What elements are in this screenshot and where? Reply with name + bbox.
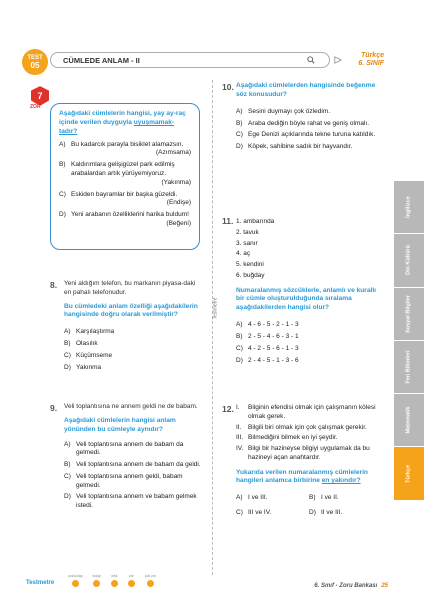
- column-divider: [212, 80, 213, 575]
- option-text: Veli toplantısına annem ve babam gelmek istedi.: [76, 493, 197, 510]
- option-text: Olasılık: [76, 340, 98, 348]
- option-label: C): [236, 131, 243, 139]
- smiley-icon: [72, 580, 79, 587]
- option-text: Karşılaştırma: [76, 328, 115, 336]
- option-label: B): [59, 161, 66, 169]
- question-12-stem-text: Yukarıda verilen numaralanmış cümlelerin hangileri anlamca birbirine: [236, 468, 368, 485]
- option-label: D): [309, 509, 316, 517]
- word-item: 5. kendini: [236, 261, 264, 269]
- statement-label: III.: [236, 434, 244, 442]
- option-c[interactable]: [64, 352, 202, 361]
- question-7-stem-text: Aşağıdaki cümlelerin hangisi, yay ay-raç içinde verilen duyguyla: [59, 110, 186, 126]
- option-a[interactable]: [59, 141, 191, 159]
- difficulty-rating: [68, 574, 156, 587]
- question-8: [50, 280, 202, 375]
- question-number: 10.: [222, 82, 234, 92]
- tab-fen-bilimleri[interactable]: [394, 340, 424, 393]
- statement-item: [236, 424, 382, 433]
- book-title: 6. Sınıf - Zoru Bankası: [314, 583, 378, 589]
- option-emotion: (Beğeni): [166, 219, 191, 227]
- option-c[interactable]: [64, 473, 202, 491]
- option-label: B): [236, 119, 243, 127]
- question-8-stem: Bu cümledeki anlam özelliği aşağıdakilerin hangisinde doğru olarak verilmiştir?: [64, 302, 198, 319]
- question-number: 11.: [222, 216, 234, 226]
- tab-label: Fen Bilimleri: [405, 350, 412, 384]
- vertical-brand-label: Testmetre: [212, 297, 219, 320]
- statement-label: IV.: [236, 445, 244, 453]
- option-label: A): [59, 140, 66, 148]
- question-11-stem: Numaralanmış sözcüklerle, anlamlı ve kurallı bir cümle oluşturulduğunda sıralama aşağıdakilerden hangisi olur?: [236, 286, 376, 312]
- option-text: Yakınma: [76, 363, 102, 371]
- option-label: C): [236, 344, 243, 352]
- option-label: C): [59, 190, 66, 198]
- option-text: Eskiden bayramlar bir başka güzeldi.: [71, 190, 178, 198]
- question-11: [222, 216, 382, 368]
- option-a[interactable]: [64, 441, 202, 459]
- sad-face-icon: [128, 580, 135, 587]
- tab-label: Din Kültürü: [405, 245, 412, 276]
- option-text: I ve II.: [321, 494, 339, 502]
- option-d[interactable]: [59, 211, 191, 229]
- statement-item: [236, 445, 382, 463]
- tab-label: Sosyal Bilgiler: [405, 294, 412, 333]
- statement-text: Bilmediğini bilmek en iyi şeydir.: [248, 434, 338, 442]
- option-c[interactable]: [236, 131, 382, 140]
- rating-medium[interactable]: [111, 574, 118, 587]
- rating-very-easy[interactable]: [68, 574, 83, 587]
- option-text: Küçümseme: [76, 351, 113, 359]
- option-b[interactable]: [236, 333, 382, 342]
- question-10-options: [236, 108, 382, 152]
- question-7: [50, 103, 200, 250]
- option-d[interactable]: [64, 364, 202, 373]
- option-label: B): [64, 461, 71, 469]
- word-item: 2. tavuk: [236, 228, 259, 236]
- option-emotion: (Azımsama): [155, 149, 191, 157]
- option-text: Yeni arabanın özelliklerini harika buldum!: [71, 211, 189, 219]
- grade-label: 6. SINIF: [358, 59, 384, 67]
- question-9-stem: Aşağıdaki cümlelerin hangisi anlam yönünden bu cümleyle aynıdır?: [64, 416, 176, 433]
- question-12-statements: [236, 404, 382, 463]
- option-d[interactable]: [236, 357, 382, 366]
- option-text: Veli toplantısına annem de babam da geldi.: [76, 461, 201, 469]
- angry-face-icon: [147, 580, 154, 587]
- subject-name: Türkçe: [361, 52, 384, 59]
- option-label: B): [236, 333, 243, 341]
- option-d[interactable]: [309, 509, 382, 518]
- subject-tabs: [394, 180, 424, 500]
- search-icon: [307, 56, 315, 64]
- statement-text: Bilgi bir hazineyse bilgiyi uygulamak da bu hazineyi açan anahtardır.: [248, 445, 370, 461]
- neutral-face-icon: [111, 580, 118, 587]
- option-text: Veli toplantısına annem geldi, babam gelmedi.: [76, 472, 183, 489]
- question-11-word-list: [236, 218, 382, 281]
- option-text: 2 - 5 - 4 - 6 - 3 - 1: [248, 333, 299, 341]
- option-c[interactable]: [236, 509, 309, 518]
- header-bar: [50, 52, 330, 68]
- tab-ingilizce[interactable]: [394, 180, 424, 233]
- option-b[interactable]: [64, 461, 202, 470]
- word-item: 6. buğday: [236, 271, 265, 279]
- smiley-icon: [93, 580, 100, 587]
- word-item: 1. ambarında: [236, 218, 275, 225]
- option-label: C): [64, 472, 71, 480]
- option-emotion: (Yakınma): [161, 178, 191, 186]
- option-text: 2 - 4 - 5 - 1 - 3 - 6: [248, 356, 299, 364]
- question-7-stem-underlined: uyuşmamak-tadır?: [59, 118, 175, 135]
- question-8-options: [64, 328, 202, 372]
- option-a[interactable]: [236, 108, 382, 117]
- footer-book-info: [314, 582, 388, 590]
- question-10-stem: Aşağıdaki cümlelerden hangisinde beğenme söz konusudur?: [236, 82, 376, 98]
- tab-matematik[interactable]: [394, 393, 424, 446]
- option-text: Ege Denizi açıklarında tekne turuna katıldık.: [248, 131, 376, 139]
- statement-item: [236, 404, 382, 422]
- option-a[interactable]: [64, 328, 202, 337]
- statement-text: Bilgili biri olmak için çok çalışmak gerekir.: [248, 423, 367, 431]
- option-b[interactable]: [236, 120, 382, 129]
- option-b[interactable]: [309, 494, 382, 503]
- question-10: [222, 82, 382, 155]
- option-label: A): [64, 328, 71, 336]
- option-a[interactable]: [236, 494, 309, 503]
- option-label: D): [59, 211, 66, 219]
- option-label: A): [236, 321, 243, 329]
- question-9-options: [64, 441, 202, 511]
- question-number: 8.: [50, 280, 58, 290]
- test-badge: [22, 49, 48, 75]
- option-emotion: (Endişe): [166, 199, 191, 207]
- question-11-options: [236, 321, 382, 365]
- difficulty-badge-icon: [31, 86, 49, 106]
- option-text: III ve IV.: [248, 509, 272, 517]
- tab-turkce[interactable]: [394, 446, 424, 499]
- rating-easy[interactable]: [93, 574, 101, 587]
- tab-label: Türkçe: [405, 464, 412, 483]
- tab-label: Matematik: [405, 406, 412, 434]
- question-12-stem: [236, 469, 382, 487]
- test-label: TEST: [27, 55, 43, 61]
- option-b[interactable]: [64, 340, 202, 349]
- option-text: Bu kadarcık parayla bisiklet alamazsın.: [71, 140, 184, 148]
- tab-sosyal-bilgiler[interactable]: [394, 287, 424, 340]
- option-text: I ve III.: [248, 494, 268, 502]
- option-label: B): [64, 340, 71, 348]
- word-item: 4. aç: [236, 250, 251, 258]
- statement-label: II.: [236, 423, 242, 431]
- rating-label: orta: [111, 574, 118, 578]
- option-label: A): [236, 107, 243, 115]
- statement-item: [236, 434, 382, 443]
- question-9: [50, 403, 202, 514]
- option-label: D): [64, 493, 71, 501]
- rating-very-hard[interactable]: [145, 574, 156, 587]
- option-text: 4 - 2 - 5 - 6 - 1 - 3: [248, 344, 299, 352]
- footer-logo: Testmetre: [26, 580, 55, 586]
- question-7-stem: [59, 110, 191, 137]
- option-a[interactable]: [236, 321, 382, 330]
- tab-label: İngilizce: [405, 196, 412, 218]
- option-text: Köpek, sahibine sadık bir hayvandır.: [248, 143, 353, 151]
- play-icon: [334, 56, 342, 64]
- rating-label: zor: [128, 574, 134, 578]
- tab-din-kulturu[interactable]: [394, 233, 424, 286]
- rating-label: çok zor: [144, 574, 157, 578]
- question-12-stem-underlined: en yakındır?: [321, 477, 361, 485]
- question-12: [222, 404, 382, 521]
- option-label: D): [236, 143, 243, 151]
- page-title: CÜMLEDE ANLAM - II: [63, 56, 140, 65]
- option-c[interactable]: [59, 191, 191, 209]
- option-label: B): [309, 494, 316, 502]
- option-label: C): [236, 509, 243, 517]
- page-number: 25: [381, 583, 388, 589]
- difficulty-label: ZOR: [30, 104, 41, 110]
- option-d[interactable]: [64, 493, 202, 511]
- rating-hard[interactable]: [128, 574, 135, 587]
- option-label: A): [64, 440, 71, 448]
- option-b[interactable]: [59, 161, 191, 187]
- option-c[interactable]: [236, 345, 382, 354]
- statement-text: Bilginin efendisi olmak için çalışmanın kölesi olmak gerek.: [248, 404, 376, 420]
- subject-label: [358, 52, 384, 67]
- question-12-options: [236, 494, 382, 521]
- option-text: Araba dediğin böyle rahat ve geniş olmalı.: [248, 119, 370, 127]
- question-7-options: [59, 141, 191, 229]
- option-text: II ve III.: [321, 509, 343, 517]
- option-label: C): [64, 351, 71, 359]
- option-text: 4 - 6 - 5 - 2 - 1 - 3: [248, 321, 299, 329]
- question-9-intro: Veli toplantısına ne annem geldi ne de babam.: [64, 403, 198, 410]
- option-label: D): [236, 356, 243, 364]
- option-d[interactable]: [236, 143, 382, 152]
- question-number: 9.: [50, 403, 58, 413]
- option-text: Kaldırımlara gelişigüzel park edilmiş arabalardan artık yürüyemiyoruz.: [71, 161, 175, 177]
- rating-label: kolay: [92, 574, 101, 578]
- option-text: Veli toplantısına annem de babam da gelmedi.: [76, 440, 184, 457]
- statement-label: I.: [236, 404, 240, 411]
- test-number: 05: [30, 61, 40, 70]
- question-8-intro: Yeni aldığım telefon, bu markanın piyasa-daki en pahalı telefonudur.: [64, 280, 196, 296]
- option-text: Sesini duymayı çok özledim.: [248, 107, 331, 115]
- option-label: D): [64, 363, 71, 371]
- option-label: A): [236, 494, 243, 502]
- word-item: 3. sanır: [236, 239, 258, 247]
- question-number: 12.: [222, 404, 234, 414]
- rank-number: 7: [37, 91, 43, 102]
- rating-label: çok kolay: [68, 574, 83, 578]
